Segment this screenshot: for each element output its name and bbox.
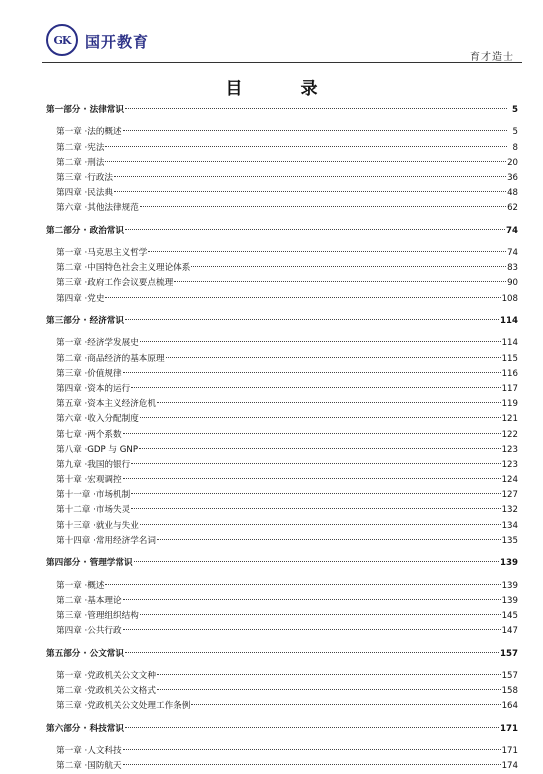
toc-page-number: 164 [501, 701, 518, 712]
toc-page-number: 171 [500, 723, 518, 734]
toc-part-entry[interactable] [46, 224, 518, 239]
toc-page-number: 74 [506, 225, 518, 236]
toc-entry-label: 第十章 ·宏观调控 [56, 475, 122, 486]
toc-dot-leader [114, 191, 506, 192]
toc-chapter-entry[interactable] [46, 684, 518, 699]
toc-page-number: 5 [512, 105, 518, 115]
toc-entry-label: 第二章 ·中国特色社会主义理论体系 [56, 263, 191, 274]
header-divider [42, 62, 522, 63]
toc-page-number: 174 [501, 761, 518, 772]
toc-dot-leader [140, 341, 501, 342]
toc-entry-label: 第七章 ·两个系数 [56, 429, 122, 440]
logo-text: 国开教育 [85, 33, 150, 51]
toc-entry-label: 第十三章 ·就业与失业 [56, 520, 139, 531]
toc-dot-leader [123, 764, 501, 765]
toc-page-number: 132 [501, 505, 518, 516]
toc-chapter-entry[interactable] [46, 458, 518, 473]
toc-dot-leader [166, 357, 501, 358]
toc-page-number: 157 [501, 670, 518, 681]
toc-entry-label: 第一部分 · 法律常识 [46, 105, 124, 115]
toc-page-number: 83 [507, 263, 518, 274]
toc-chapter-entry[interactable] [46, 594, 518, 609]
toc-chapter-entry[interactable] [46, 609, 518, 624]
toc-dot-leader [131, 387, 500, 388]
logo-icon: GK [46, 24, 78, 56]
toc-page-number: 147 [501, 626, 518, 637]
toc-dot-leader [191, 704, 500, 705]
toc-chapter-entry[interactable] [46, 488, 518, 503]
toc-page-number: 5 [512, 127, 518, 138]
toc-dot-leader [123, 478, 501, 479]
toc-dot-leader [125, 727, 499, 728]
toc-page-number: 48 [507, 188, 518, 199]
toc-dot-leader [140, 524, 501, 525]
toc-part-entry[interactable] [46, 722, 518, 737]
toc-dot-leader [191, 266, 506, 267]
toc-page-number: 123 [501, 459, 518, 470]
toc-dot-leader [140, 206, 506, 207]
toc-page-number: 114 [500, 316, 518, 326]
toc-entry-label: 第十四章 ·常用经济学名词 [56, 535, 156, 546]
toc-chapter-entry[interactable] [46, 336, 518, 351]
toc-chapter-entry[interactable] [46, 428, 518, 443]
toc-chapter-entry[interactable] [46, 579, 518, 594]
toc-dot-leader [157, 539, 501, 540]
toc-page-number: 117 [501, 383, 518, 394]
toc-chapter-entry[interactable] [46, 699, 518, 714]
toc-page-number: 145 [501, 610, 518, 621]
toc-chapter-entry[interactable] [46, 382, 518, 397]
toc-page-number: 158 [501, 686, 518, 697]
toc-entry-label: 第一章 ·党政机关公文文种 [56, 670, 156, 681]
toc-chapter-entry[interactable] [46, 125, 518, 140]
toc-page-number: 134 [501, 520, 518, 531]
toc-dot-leader [123, 749, 501, 750]
toc-dot-leader [105, 297, 500, 298]
toc-page-number: 36 [507, 172, 518, 183]
toc-entry-label: 第三章 ·政府工作会议要点梳理 [56, 278, 174, 289]
toc-chapter-entry[interactable] [46, 669, 518, 684]
toc-chapter-entry[interactable] [46, 519, 518, 534]
toc-entry-label: 第二章 ·党政机关公文格式 [56, 686, 156, 697]
toc-dot-leader [157, 689, 501, 690]
toc-entry-label: 第十二章 ·市场失灵 [56, 505, 131, 516]
header-slogan: 育才造士 [470, 52, 514, 63]
toc-chapter-entry[interactable] [46, 352, 518, 367]
toc-entry-label: 第六章 ·其他法律规范 [56, 203, 139, 214]
toc-chapter-entry[interactable] [46, 473, 518, 488]
toc-entry-label: 第二章 ·宪法 [56, 142, 105, 153]
toc-entry-label: 第一章 ·经济学发展史 [56, 338, 139, 349]
toc-chapter-entry[interactable] [46, 534, 518, 549]
toc-page-number: 135 [501, 535, 518, 546]
toc-entry-label: 第四章 ·民法典 [56, 188, 114, 199]
toc-page-number: 139 [501, 580, 518, 591]
toc-chapter-entry[interactable] [46, 443, 518, 458]
toc-page-number: 115 [501, 353, 518, 364]
toc-dot-leader [148, 251, 506, 252]
toc-dot-leader [125, 319, 499, 320]
toc-dot-leader [140, 614, 501, 615]
toc-entry-label: 第二章 ·国防航天 [56, 761, 122, 772]
toc-page-number: 20 [507, 157, 518, 168]
toc-chapter-entry[interactable] [46, 246, 518, 261]
toc-entry-label: 第十一章 ·市场机制 [56, 490, 131, 501]
toc-dot-leader [140, 417, 501, 418]
toc-entry-label: 第一章 ·人文科技 [56, 746, 122, 756]
toc-entry-label: 第一章 ·马克思主义哲学 [56, 248, 148, 259]
toc-chapter-entry[interactable] [46, 503, 518, 518]
toc-entry-label: 第八章 ·GDP 与 GNP [56, 444, 139, 455]
toc-entry-label: 第九章 ·我国的银行 [56, 459, 131, 470]
toc-chapter-entry[interactable] [46, 744, 518, 759]
toc-page-number: 90 [507, 278, 518, 289]
toc-part-entry[interactable] [46, 556, 518, 571]
toc-part-entry[interactable] [46, 103, 518, 118]
toc-dot-leader [157, 402, 501, 403]
toc-chapter-entry[interactable] [46, 397, 518, 412]
toc-dot-leader [105, 584, 500, 585]
toc-chapter-entry[interactable] [46, 292, 518, 307]
toc-entry-label: 第六章 ·收入分配制度 [56, 414, 139, 425]
toc-entry-label: 第六部分 · 科技常识 [46, 723, 124, 734]
toc-page-number: 121 [501, 414, 518, 425]
toc-dot-leader [157, 674, 501, 675]
toc-entry-label: 第四部分 · 管理学常识 [46, 558, 133, 569]
toc-chapter-entry[interactable] [46, 276, 518, 291]
toc-page-number: 122 [501, 429, 518, 440]
toc-page-number: 157 [500, 648, 518, 659]
toc-entry-label: 第二章 ·基本理论 [56, 595, 122, 606]
toc-page-number: 62 [507, 203, 518, 214]
toc-dot-leader [134, 561, 499, 562]
toc-entry-label: 第五部分 · 公文常识 [46, 648, 124, 659]
toc-part-entry[interactable] [46, 314, 518, 329]
toc-chapter-entry[interactable] [46, 759, 518, 774]
toc-page-number: 8 [512, 142, 518, 153]
toc-entry-label: 第四章 ·资本的运行 [56, 383, 131, 394]
toc-dot-leader [123, 599, 501, 600]
toc-dot-leader [123, 433, 501, 434]
toc-page-number: 116 [501, 368, 518, 379]
toc-chapter-entry[interactable] [46, 156, 518, 171]
toc-page-number: 108 [501, 293, 518, 304]
toc-entry-label: 第二部分 · 政治常识 [46, 225, 124, 236]
toc-dot-leader [105, 146, 507, 147]
toc-entry-label: 第五章 ·资本主义经济危机 [56, 399, 156, 410]
toc-chapter-entry[interactable] [46, 624, 518, 639]
toc-dot-leader [125, 229, 505, 230]
toc-entry-label: 第二章 ·刑法 [56, 157, 105, 168]
toc-chapter-entry[interactable] [46, 367, 518, 382]
toc-entry-label: 第三章 ·价值规律 [56, 368, 122, 379]
toc-page-number: 114 [501, 338, 518, 349]
toc-page-number: 139 [500, 558, 518, 569]
toc-chapter-entry[interactable] [46, 141, 518, 156]
toc-dot-leader [131, 463, 500, 464]
toc-entry-label: 第一章 ·法的概述 [56, 127, 122, 138]
toc-dot-leader [125, 108, 507, 109]
toc-dot-leader [139, 448, 501, 449]
toc-dot-leader [123, 629, 501, 630]
toc-chapter-entry[interactable] [46, 171, 518, 186]
toc-dot-leader [131, 508, 500, 509]
toc-page-number: 124 [501, 475, 518, 486]
page-header [40, 22, 520, 62]
toc-page-number: 127 [501, 490, 518, 501]
toc-entry-label: 第三章 ·行政法 [56, 172, 114, 183]
toc-dot-leader [123, 372, 501, 373]
toc-page-number: 139 [501, 595, 518, 606]
toc-entry-label: 第三部分 · 经济常识 [46, 316, 124, 326]
toc-page-number: 123 [501, 444, 518, 455]
table-of-contents [46, 103, 518, 774]
toc-entry-label: 第四章 ·公共行政 [56, 626, 122, 637]
toc-dot-leader [174, 281, 506, 282]
toc-chapter-entry[interactable] [46, 186, 518, 201]
toc-entry-label: 第三章 ·管理组织结构 [56, 610, 139, 621]
page-title: 目 录 [225, 79, 344, 99]
toc-entry-label: 第一章 ·概述 [56, 580, 105, 591]
toc-chapter-entry[interactable] [46, 261, 518, 276]
toc-dot-leader [114, 176, 506, 177]
toc-page-number: 119 [501, 399, 518, 410]
toc-dot-leader [123, 130, 507, 131]
toc-part-entry[interactable] [46, 647, 518, 662]
toc-page-number: 171 [501, 746, 518, 756]
toc-entry-label: 第四章 ·党史 [56, 293, 105, 304]
toc-chapter-entry[interactable] [46, 412, 518, 427]
toc-entry-label: 第三章 ·党政机关公文处理工作条例 [56, 701, 191, 712]
toc-chapter-entry[interactable] [46, 201, 518, 216]
toc-dot-leader [105, 161, 506, 162]
toc-dot-leader [125, 652, 499, 653]
toc-entry-label: 第二章 ·商品经济的基本原理 [56, 353, 165, 364]
toc-page-number: 74 [507, 248, 518, 259]
toc-dot-leader [131, 493, 500, 494]
